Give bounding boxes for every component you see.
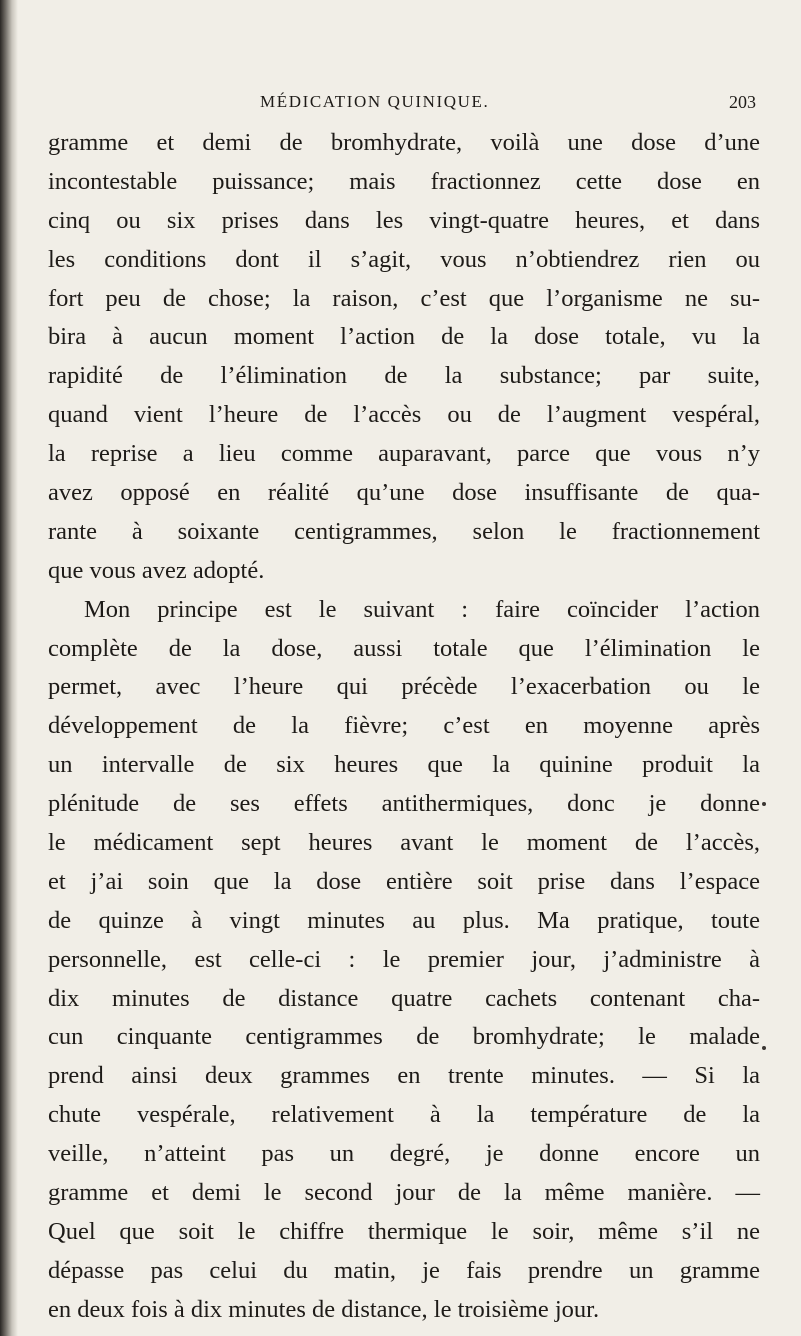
text-line: le médicament sept heures avant le moment de l’accès, [48, 829, 760, 857]
paper-speck [762, 1046, 766, 1050]
text-line: complète de la dose, aussi totale que l’élimination le [48, 634, 760, 662]
running-title: MÉDICATION QUINIQUE. [260, 92, 490, 111]
text-line: cun cinquante centigrammes de bromhydrate; le malade [48, 1023, 760, 1051]
text-line: rapidité de l’élimination de la substance; par suite, [48, 362, 760, 390]
text-line: avez opposé en réalité qu’une dose insuffisante de qua- [48, 479, 760, 507]
text-line: permet, avec l’heure qui précède l’exacerbation ou le [48, 673, 760, 701]
paragraph-last-line: que vous avez adopté. [48, 556, 265, 584]
paragraph-last-line: en deux fois à dix minutes de distance, le troisième jour. [48, 1295, 600, 1323]
text-line: bira à aucun moment l’action de la dose totale, vu la [48, 323, 760, 351]
text-line: quand vient l’heure de l’accès ou de l’augment vespéral, [48, 401, 760, 429]
text-line: gramme et demi le second jour de la même manière. — [48, 1179, 760, 1207]
text-line: rante à soixante centigrammes, selon le fractionnement [48, 517, 760, 545]
text-line: gramme et demi de bromhydrate, voilà une dose d’une [48, 129, 760, 156]
text-line: et j’ai soin que la dose entière soit prise dans l’espace [48, 867, 760, 895]
text-line: fort peu de chose; la raison, c’est que l’organisme ne su- [48, 284, 760, 312]
page-binding-edge [0, 0, 18, 1336]
running-head [48, 92, 760, 116]
text-line: les conditions dont il s’agit, vous n’obtiendrez rien ou [48, 245, 760, 273]
text-line: personnelle, est celle-ci : le premier jour, j’administre à [48, 945, 760, 973]
text-line: de quinze à vingt minutes au plus. Ma pratique, toute [48, 906, 760, 934]
text-line: dépasse pas celui du matin, je fais prendre un gramme [48, 1256, 760, 1284]
text-line: cinq ou six prises dans les vingt-quatre heures, et dans [48, 206, 760, 234]
body-text [48, 124, 760, 1330]
paragraph-first-line: Mon principe est le suivant : faire coïncider l’action [84, 595, 760, 623]
text-line: Quel que soit le chiffre thermique le soir, même s’il ne [48, 1217, 760, 1245]
text-line: développement de la fièvre; c’est en moyenne après [48, 712, 760, 740]
text-line: chute vespérale, relativement à la température de la [48, 1101, 760, 1129]
text-line: veille, n’atteint pas un degré, je donne encore un [48, 1140, 760, 1168]
text-line: prend ainsi deux grammes en trente minutes. — Si la [48, 1062, 760, 1090]
page-number: 203 [729, 92, 756, 112]
text-line: plénitude de ses effets antithermiques, donc je donne [48, 790, 760, 818]
text-line: incontestable puissance; mais fractionnez cette dose en [48, 167, 760, 195]
paper-speck [762, 802, 766, 806]
book-page [48, 0, 760, 1336]
text-line: dix minutes de distance quatre cachets contenant cha- [48, 984, 760, 1012]
text-line: un intervalle de six heures que la quinine produit la [48, 751, 760, 779]
text-line: la reprise a lieu comme auparavant, parce que vous n’y [48, 440, 760, 468]
